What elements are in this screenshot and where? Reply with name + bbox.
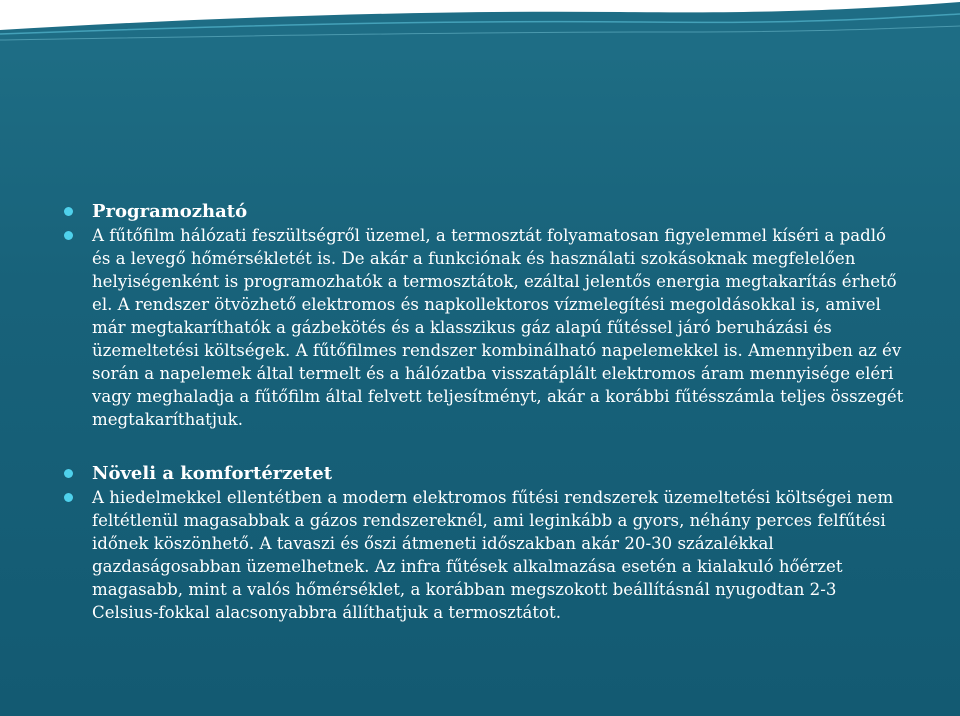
bullet-icon — [64, 493, 73, 502]
section-title: Növeli a komfortérzetet — [92, 463, 333, 484]
section-body-komfort — [64, 486, 904, 624]
bullet-icon — [64, 207, 73, 216]
section-body-programozhato — [64, 224, 904, 431]
section-heading-komfort — [64, 462, 904, 485]
bullet-icon — [64, 231, 73, 240]
section-text: A hiedelmekkel ellentétben a modern elektromos fűtési rendszerek üzemeltetési költségei nem feltétlenül magasabbak a gázos rendszereknél, ami leginkább a gyors, néhány perces felfűtési időnek köszönhető. A tavaszi és őszi átmeneti időszakban akár 20-30 százalékkal gazdaságosabban üzemelhetnek. Az infra fűtések alkalmazása esetén a kialakuló hőérzet magasabb, mint a valós hőmérséklet, a korábban megszokott beállításnál nyugodtan 2-3 Celsius-fokkal alacsonyabbra állíthatjuk a termosztátot. — [92, 488, 894, 622]
section-heading-programozhato — [64, 200, 904, 223]
decorative-wave — [0, 0, 960, 60]
slide-content — [64, 200, 904, 624]
section-spacer — [64, 431, 904, 462]
section-text: A fűtőfilm hálózati feszültségről üzemel, a termosztát folyamatosan figyelemmel kíséri a padló és a levegő hőmérsékletét is. De akár a funkciónak és használati szokásoknak megfelelően helyiségenként is programozhatók a termosztátok, ezáltal jelentős energia megtakarítás érhető el. A rendszer ötvözhető elektromos és napkollektoros vízmelegítési megoldásokkal is, amivel már megtakaríthatók a gázbekötés és a klasszikus gáz alapú fűtéssel járó beruházási és üzemeltetési költségek. A fűtőfilmes rendszer kombinálható napelemekkel is. Amennyiben az év során a napelemek által termelt és a hálózatba visszatáplált elektromos áram mennyisége eléri vagy meghaladja a fűtőfilm által felvett teljesítményt, akár a korábbi fűtésszámla teljes összegét megtakaríthatjuk. — [92, 226, 904, 429]
bullet-icon — [64, 469, 73, 478]
section-title: Programozható — [92, 201, 248, 222]
